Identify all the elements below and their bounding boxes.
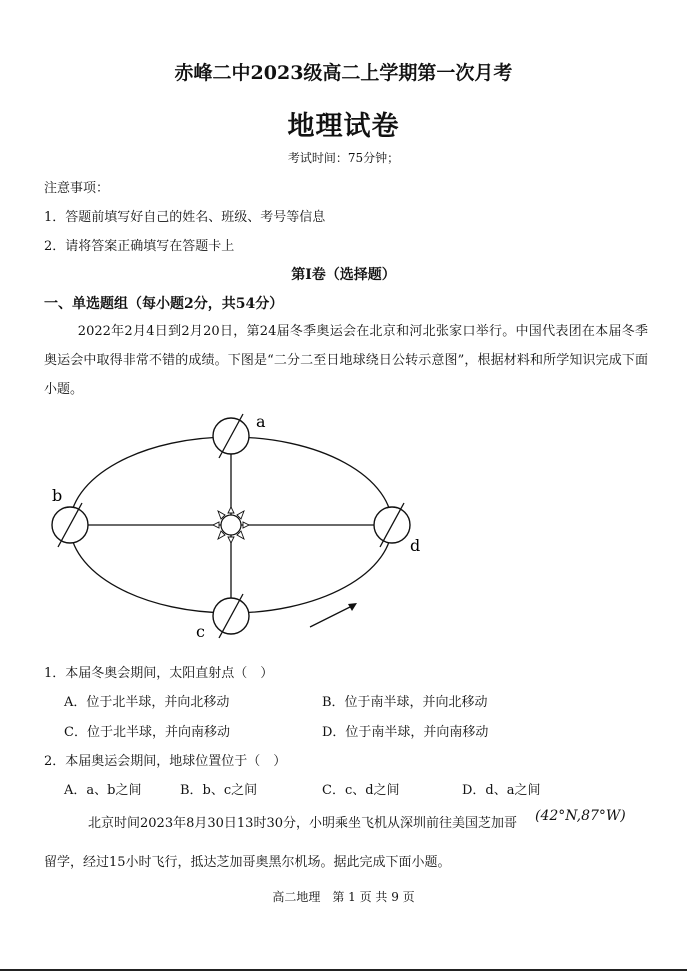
- q2-option-b: B．b、c之间: [180, 783, 258, 798]
- q1-option-a: A．位于北半球，并向北移动: [64, 695, 230, 710]
- question-group-title: 一、单选题组（每小题2分，共54分）: [44, 296, 284, 312]
- label-d: d: [410, 536, 421, 555]
- earth-position-d: [374, 503, 410, 547]
- q1-option-b: B．位于南半球，并向北移动: [322, 695, 488, 710]
- label-b: b: [52, 486, 63, 505]
- earth-position-a: [213, 414, 249, 458]
- exam-time: 考试时间：75分钟；: [287, 151, 400, 165]
- earth-position-c: [213, 594, 249, 638]
- chicago-coordinates: (42°N,87°W): [535, 808, 626, 824]
- label-c: c: [196, 622, 205, 641]
- sun-icon: [213, 507, 249, 543]
- q2-option-a: A．a、b之间: [64, 783, 142, 798]
- question-2-stem: 2．本届奥运会期间，地球位置位于（ ）: [44, 754, 287, 769]
- q1-option-c: C．位于北半球，并向南移动: [64, 725, 230, 740]
- earth-position-b: [52, 503, 88, 547]
- notes-heading: 注意事项：: [44, 181, 110, 196]
- q1-option-d: D．位于南半球，并向南移动: [322, 725, 489, 740]
- notes-item-1: 1．答题前填写好自己的姓名、班级、考号等信息: [44, 210, 326, 225]
- passage-chicago-line1: 北京时间2023年8月30日13时30分，小明乘坐飞机从深圳前往美国芝加哥: [88, 816, 517, 831]
- q2-option-c: C．c、d之间: [322, 783, 400, 798]
- subject-title: 地理试卷: [287, 111, 400, 142]
- school-exam-title: 赤峰二中2023级高二上学期第一次月考: [174, 62, 513, 84]
- passage-winter-olympics: 2022年2月4日到2月20日，第24届冬季奥运会在北京和河北张家口举行。中国代表团在本届冬季奥运会中取得非常不错的成绩。下图是“二分二至日地球绕日公转示意图”，根据材料和所学知识完成下面小题。: [44, 324, 648, 397]
- label-a: a: [256, 412, 266, 431]
- earth-orbit-diagram: [48, 405, 421, 645]
- q2-option-d: D．d、a之间: [462, 783, 541, 798]
- notes-item-2: 2．请将答案正确填写在答题卡上: [44, 239, 235, 254]
- revolution-direction-arrow-icon: [310, 603, 357, 627]
- question-1-stem: 1．本届冬奥会期间，太阳直射点（ ）: [44, 666, 274, 681]
- page-footer: 高二地理 第 1 页 共 9 页: [272, 890, 415, 904]
- passage-chicago-line2: 留学，经过15小时飞行，抵达芝加哥奥黑尔机场。据此完成下面小题。: [44, 855, 451, 870]
- section-title: 第Ⅰ卷（选择题）: [291, 267, 396, 283]
